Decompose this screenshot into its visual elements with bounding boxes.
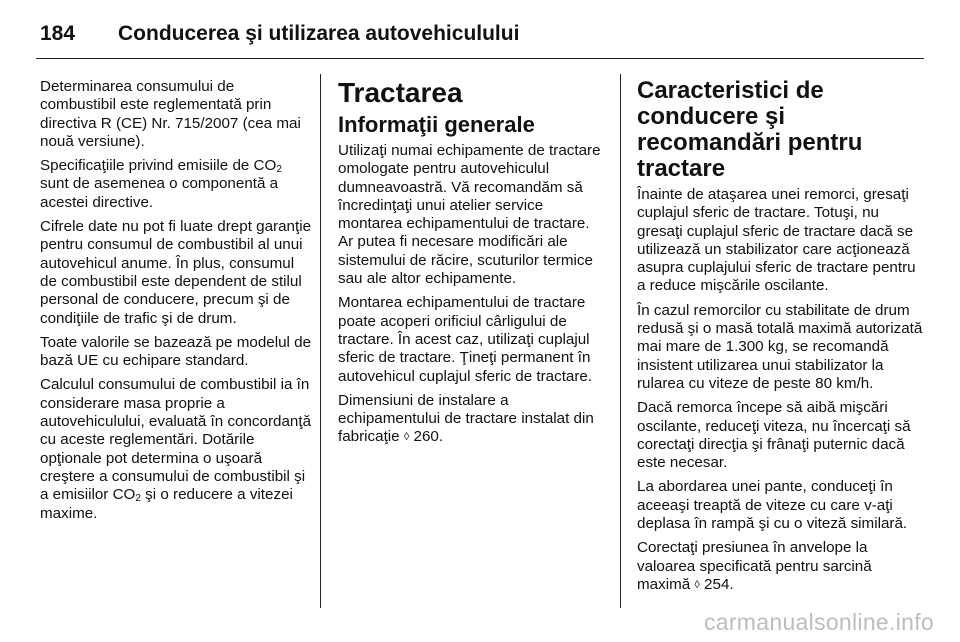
paragraph: La abordarea unei pante, conduceţi în aceeaşi treaptă de viteze cu care v-aţi deplasa în rampă şi cu o viteză similară.	[637, 478, 908, 533]
column-divider	[320, 74, 321, 608]
page-header	[40, 14, 519, 54]
paragraph	[338, 392, 608, 447]
chapter-title: Conducerea şi utilizarea autovehiculului	[118, 22, 520, 45]
text-span: Specificaţiile privind emisiile de CO	[40, 157, 277, 175]
text-span: şi o reducere a vitezei maxime.	[40, 486, 293, 522]
page-reference-link[interactable]: 254.	[699, 575, 734, 593]
paragraph	[40, 376, 312, 522]
paragraph	[637, 539, 927, 594]
text-span: Calculul consumului de combustibil ia în considerare masa proprie a autovehiculului, evaluată în concordanţă cu aceste reglementări. Dotările opţionale pot determina o uşoară creştere a consumului de	[40, 376, 312, 485]
watermark: carmanualsonline.info	[703, 609, 934, 635]
subscript: 2	[276, 164, 282, 176]
page-reference-icon: ◊	[694, 578, 700, 591]
text-span: Corectaţi presiunea în anvelope la valoarea specificată pentru sarcină maximă	[637, 539, 872, 593]
text-span: Dimensiuni de instalare a echipamentului de tractare instalat din fabricaţie	[338, 391, 594, 446]
text-span: combustibil şi a emisiilor CO	[40, 467, 306, 504]
page-reference-link[interactable]: 260.	[409, 428, 444, 446]
subscript: 2	[135, 493, 141, 505]
column-3	[637, 76, 927, 600]
paragraph: Cifrele date nu pot fi luate drept garanţie pentru consumul de combustibil al unui autovehicul anume. În plus, consumul de combustibil este dependent de stilul personal de conducere, precum şi de condiţiile de trafic şi de drum.	[40, 218, 312, 327]
paragraph: Dacă remorca începe să aibă mişcări oscilante, reduceţi viteza, nu încercaţi să corectaţi direcţia şi frânaţi puternic dacă este necesar.	[637, 399, 911, 472]
subsection-heading: Informaţii generale	[338, 112, 535, 137]
paragraph: Montarea echipamentului de tractare poate acoperi orificiul cârligului de tractare. În acest caz, utilizaţi cuplajul sferic de tractare. Ţineţi permanent în autovehicul cuplajul sferic de tractare.	[338, 294, 593, 385]
paragraph: Determinarea consumului de combustibil este reglementată prin directiva R (CE) Nr. 715/2007 (cea mai nouă versiune).	[40, 78, 301, 150]
column-divider	[620, 74, 621, 608]
paragraph	[40, 157, 312, 212]
paragraph: Înainte de ataşarea unei remorci, gresaţi cuplajul sferic de tractare. Totuşi, nu gresaţi cuplajul sferic de tractare dacă se utilizează un stabilizator care acţionează asupra cuplajului sferic de tractare pentru a reduce mişcările oscilante.	[637, 186, 916, 295]
column-1	[40, 78, 312, 529]
header-divider	[36, 58, 924, 59]
text-span: sunt de asemenea o componentă a acestei directive.	[40, 175, 279, 211]
column-2	[338, 76, 608, 453]
paragraph: Utilizaţi numai echipamente de tractare omologate pentru autovehiculul dumneavoastră. Vă recomandăm să încredinţaţi unui atelier service montarea echipamentului de tractare. Ar putea fi necesare modificări ale sistemului de răcire, scuturilor termice sau ale altor echipamente.	[338, 142, 601, 288]
page-reference-icon: ◊	[403, 431, 410, 444]
page-number: 184	[40, 22, 76, 45]
section-heading: Caracteristici de conducere şi recomandări pentru tractare	[637, 77, 863, 182]
section-heading: Tractarea	[338, 77, 463, 108]
paragraph: Toate valorile se bazează pe modelul de bază UE cu echipare standard.	[40, 333, 312, 370]
paragraph: În cazul remorcilor cu stabilitate de drum redusă şi o masă totală maximă autorizată mai mare de 1.300 kg, se recomandă insistent utilizarea unui stabilizator la rularea cu viteze de peste 80 km/h.	[637, 301, 923, 392]
